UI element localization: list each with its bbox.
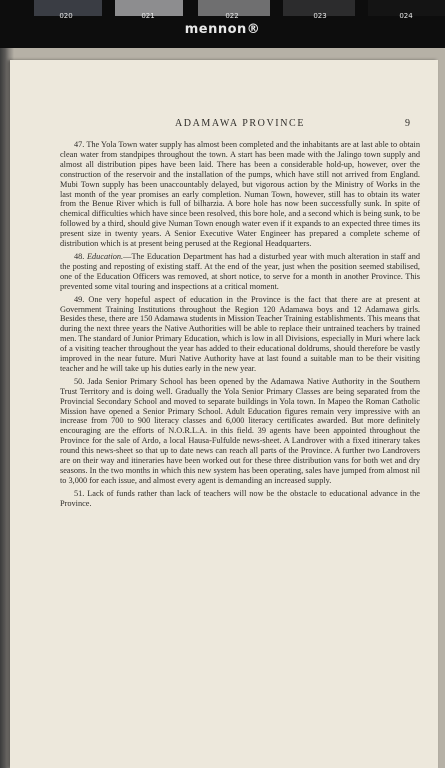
color-calibration-strip: [0, 0, 445, 48]
running-title: ADAMAWA PROVINCE: [174, 118, 306, 129]
paragraph-51: 51. Lack of funds rather than lack of teachers will now be the obstacle to educational advance in the Province.: [60, 488, 420, 508]
paragraph-number: 48.: [74, 251, 87, 261]
body-text: [60, 140, 420, 512]
paragraph-50: 50. Jada Senior Primary School has been opened by the Adamawa Native Authority in the Southern Trust Territory and is doing well. Gradually the Yola Senior Primary Classes are being separated from the Provincial Secondary School and moved to separate buildings in Yola town. In Mapeo the Roman Catholic Mission have opened a Senior Primary School. Adult Education figures remain very impressive with an increase from 700 to 900 literacy classes and 6,000 literacy certificates awarded. But more definitely encouraging are the efforts of N.O.R.L.A. in this field. 39 agents have been appointed throughout the Province for the sale of Ardo, a local Hausa-Fulfulde news-sheet. A Landrover with a fixed itinerary takes round this news-sheet so that up to date news can reach all parts of the Province. A further two Landrovers are on their way and itineraries have been worked out for these three distribution vans for both wet and dry seasons. In the two months in which this new system has been operating, sales have jumped from almost nil to 3,000 for each issue, and almost every agent is demanding an increased supply.: [60, 376, 420, 485]
page-header: [60, 118, 420, 134]
swatch-number: 020: [59, 12, 73, 20]
paragraph-48: [60, 252, 420, 292]
document-page: [10, 60, 438, 768]
paragraph-text: —The Education Department has had a disturbed year with much alteration in staff and the posting and reposting of existing staff. At the end of the year, just when the position seemed stabilised, one of the Education Officers was removed, at short notice, to serve for a month in another Province. This prevented some vital touring and inspections at a critical moment.: [60, 251, 421, 291]
swatch-number: 022: [225, 12, 239, 20]
swatch-number: 021: [141, 12, 155, 20]
swatch-number: 023: [313, 12, 327, 20]
paragraph-49: 49. One very hopeful aspect of education in the Province is the fact that there are at present at Government Training Institutions throughout the Region 120 Adamawa boys and 12 Adamawa girls. Besides these, there are 150 Adamawa students in Mission Teacher Training establishments. This means that during the next three years the Native Authorities will be able to replace their untrained teachers by trained men. The standard of Junior Primary Education, which is low in all Divisions, especially in Muri where lack of a visiting teacher throughout the year has added to their educational doldrums, should therefore be vastly improved in the near future. Muri Native Authority have at last found a suitable man to be their visiting teacher and he will take up his duties early in the new year.: [60, 294, 420, 373]
brand-logo: mennon®: [184, 22, 261, 37]
swatch-row: [0, 0, 445, 22]
paragraph-47: 47. The Yola Town water supply has almost been completed and the inhabitants are at last able to obtain clean water from standpipes throughout the town. A start has been made with the Jalingo town supply and almost all distribution pipes have been laid. There has been a considerable hold-up, however, over the construction of the reservoir and the installation of the pumps, which have still not arrived from England. Mubi Town supply has been unaccountably delayed, but vigorous action by the Ministry of Works in the last month of the year promises an early completion. Numan Town, however, still has to obtain its water from the Benue River which is full of bilharzia. A bore hole has now been successfully sunk. In spite of chemical difficulties which have since been resolved, this bore hole, and a second which is being sunk, to be followed by a third, should give Numan Town enough water even if it expands to an expected three times its present size in twenty years. A Senior Executive Water Engineer has prepared a complete scheme of distribution which is at present being perused at the Regional Headquarters.: [60, 140, 420, 249]
swatch-number: 024: [399, 12, 413, 20]
page-number: 9: [405, 118, 410, 129]
section-heading: Education.: [86, 251, 124, 261]
page-content: [60, 60, 420, 768]
